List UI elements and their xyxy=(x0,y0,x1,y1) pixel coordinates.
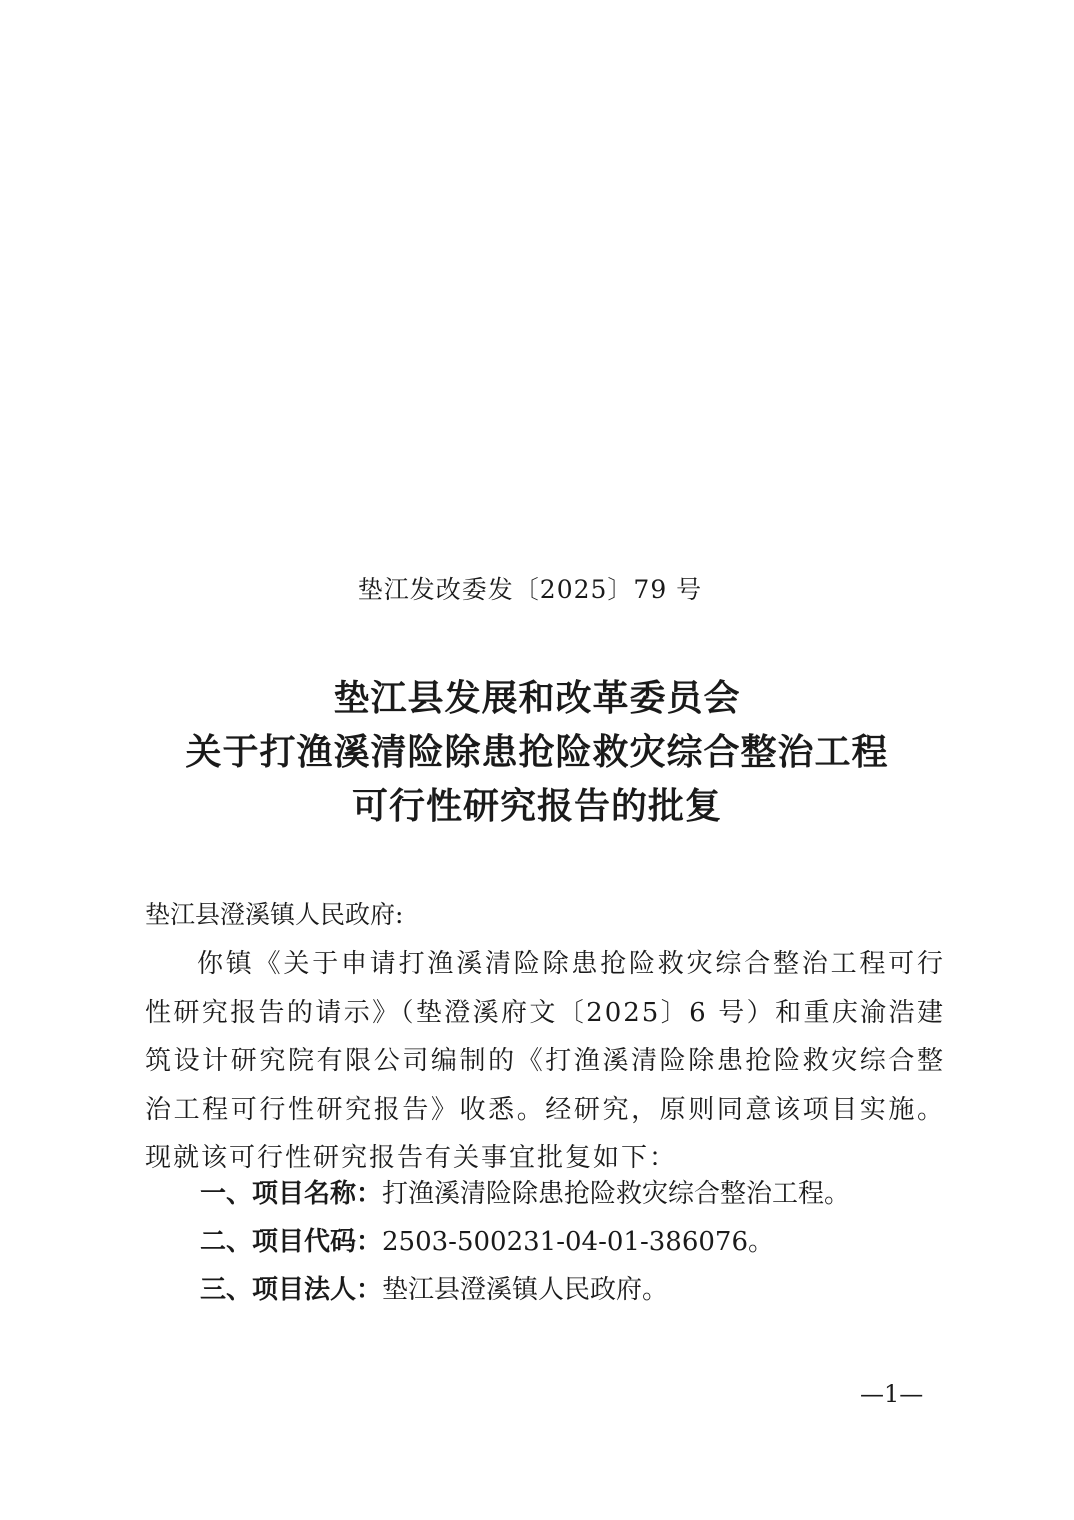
title-line-1: 垫江县发展和改革委员会 xyxy=(333,678,741,719)
item-label: 一、项目名称： xyxy=(200,1179,383,1209)
item-label: 三、项目法人： xyxy=(200,1275,383,1305)
salutation: 垫江县澄溪镇人民政府: xyxy=(145,900,404,929)
item-value: 垫江县澄溪镇人民政府。 xyxy=(382,1275,669,1305)
body-paragraph: 你镇《关于申请打渔溪清险除患抢险救灾综合整治工程可行性研究报告的请示》（垫澄溪府文〔2025〕6 号）和重庆渝浩建筑设计研究院有限公司编制的《打渔溪清险除患抢险救灾综合整治工程可行性研究报告》收悉。经研究，原则同意该项目实施。现就该可行性研究报告有关事宜批复如下： xyxy=(145,949,945,1173)
title-line-2: 关于打渔溪清险除患抢险救灾综合整治工程 xyxy=(185,732,889,773)
item-project-code xyxy=(200,1220,774,1264)
item-value: 打渔溪清险除患抢险救灾综合整治工程。 xyxy=(382,1179,851,1209)
item-project-legal-person xyxy=(200,1268,668,1312)
document-number: 垫江发改委发〔2025〕79 号 xyxy=(357,575,703,604)
title-line-3: 可行性研究报告的批复 xyxy=(351,786,722,827)
page-number: —1— xyxy=(860,1380,924,1408)
item-value: 2503-500231-04-01-386076。 xyxy=(382,1227,774,1257)
document-title xyxy=(0,672,1074,834)
item-project-name xyxy=(200,1172,850,1216)
item-label: 二、项目代码： xyxy=(200,1227,383,1257)
